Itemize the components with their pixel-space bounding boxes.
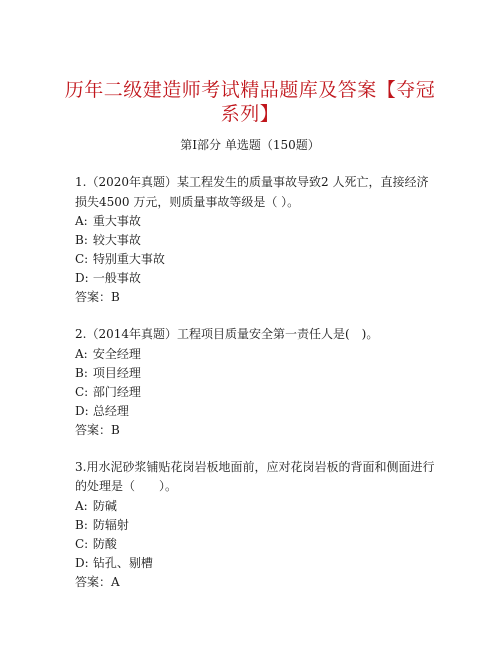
option-text: 钻孔、剔槽 — [92, 555, 153, 570]
option-letter: B: — [75, 233, 88, 247]
option-letter: B: — [75, 517, 88, 532]
option-letter: C: — [75, 252, 89, 266]
option-a — [75, 212, 435, 231]
option-d — [75, 402, 435, 421]
option-text: 防辐射 — [92, 517, 129, 532]
answer-line: 答案：B — [75, 290, 120, 304]
option-c — [75, 250, 435, 269]
option-letter: C: — [75, 384, 89, 399]
option-text: 安全经理 — [92, 346, 141, 361]
question-stem: 1.（2020年真题）某工程发生的质量事故导致2 人死亡，直接经济损失4500 万元，则质量事故等级是（ ）。 — [75, 175, 429, 209]
question-3 — [75, 458, 435, 592]
option-b — [75, 364, 435, 383]
option-d — [75, 554, 435, 573]
answer-line: 答案：B — [75, 422, 120, 437]
option-a — [75, 345, 435, 364]
question-stem: 3.用水泥砂浆铺贴花岗岩板地面前，应对花岗岩板的背面和侧面进行的处理是（ ）。 — [75, 459, 435, 493]
option-letter: A: — [75, 214, 88, 228]
option-text: 项目经理 — [92, 365, 141, 380]
option-letter: D: — [75, 403, 89, 418]
option-c — [75, 535, 435, 554]
option-text: 一般事故 — [92, 271, 141, 285]
option-letter: C: — [75, 536, 89, 551]
option-text: 防碱 — [92, 498, 117, 513]
document-title: 历年二级建造师考试精品题库及答案【夺冠系列】 — [64, 79, 436, 125]
option-text: 部门经理 — [92, 384, 141, 399]
option-b — [75, 516, 435, 535]
option-text: 较大事故 — [92, 233, 141, 247]
option-text: 特别重大事故 — [92, 252, 165, 266]
answer-line: 答案：A — [75, 574, 120, 589]
option-text: 重大事故 — [92, 214, 141, 228]
option-letter: D: — [75, 271, 89, 285]
option-text: 总经理 — [92, 403, 129, 418]
option-c — [75, 383, 435, 402]
question-1 — [75, 173, 435, 307]
question-list — [75, 173, 435, 610]
option-b — [75, 231, 435, 250]
option-letter: D: — [75, 555, 89, 570]
option-a — [75, 497, 435, 516]
question-2 — [75, 325, 435, 440]
option-letter: A: — [75, 346, 88, 361]
question-stem: 2.（2014年真题）工程项目质量安全第一责任人是( )。 — [75, 327, 379, 341]
option-text: 防酸 — [92, 536, 117, 551]
option-letter: A: — [75, 498, 88, 513]
option-d — [75, 269, 435, 288]
option-letter: B: — [75, 365, 88, 380]
section-heading: 第Ⅰ部分 单选题（150题） — [180, 138, 320, 152]
